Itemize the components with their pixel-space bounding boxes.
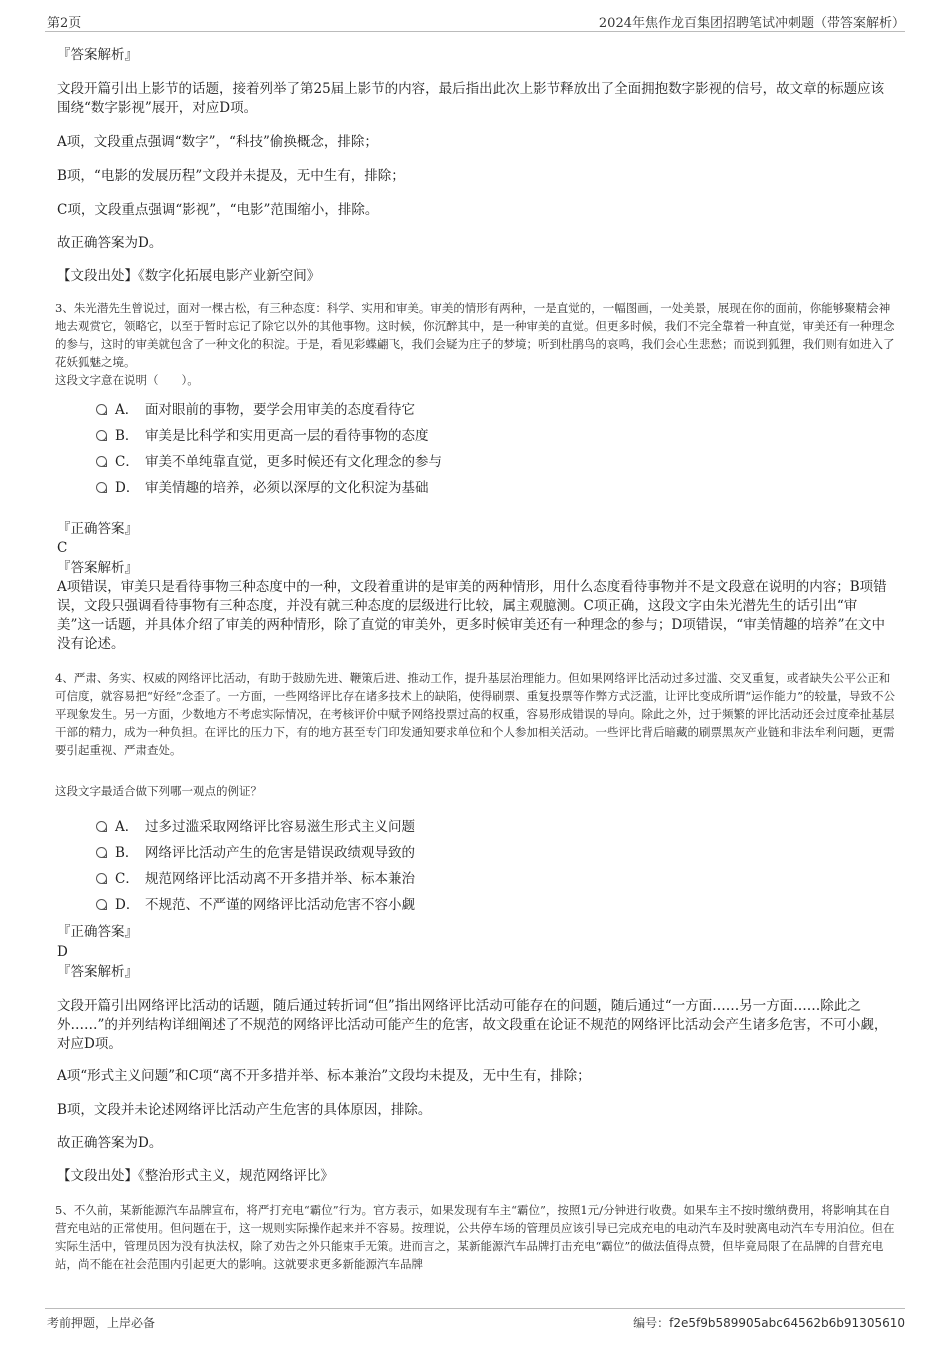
radio-icon[interactable] [96,430,107,441]
question-4-option-d[interactable]: D． 不规范、不严谨的网络评比活动危害不容小觑 [96,896,876,914]
correct-answer-label: 『正确答案』 [57,924,138,940]
answer-analysis-label: 『答案解析』 [57,47,138,63]
analysis-paragraph: 文段开篇引出网络评比活动的话题，随后通过转折词“但”指出网络评比活动可能存在的问题，随后通过“一方面……另一方面……除此之外……”的并列结构详细阐述了不规范的网络评比活动可能产生的危害，故文段重在论证不规范的网络评比活动会产生诸多危害，不可小觑，对应D项。 [57,998,888,1052]
question-3-option-c[interactable]: C． 审美不单纯靠直觉，更多时候还有文化理念的参与 [96,453,876,471]
radio-icon[interactable] [96,821,107,832]
question-3-option-b[interactable]: B． 审美是比科学和实用更高一层的看待事物的态度 [96,427,876,445]
source-citation: 【文段出处】《数字化拓展电影产业新空间》 [57,268,321,284]
radio-icon[interactable] [96,899,107,910]
answer-analysis-label: 『答案解析』 [57,964,138,980]
footer-divider [45,1308,905,1309]
option-ac-note: A项“形式主义问题”和C项“离不开多措并举、标本兼治”文段均未提及，无中生有，排除； [57,1068,591,1084]
question-3-option-d[interactable]: D． 审美情趣的培养，必须以深厚的文化积淀为基础 [96,479,876,497]
radio-icon[interactable] [96,404,107,415]
header-divider [45,31,905,32]
question-3-stem: 3、朱光潜先生曾说过，面对一棵古松，有三种态度：科学、实用和审美。审美的情形有两种，一是直觉的，一幅图画，一处美景，展现在你的面前，你能够聚精会神地去观赏它，领略它，以至于暂时忘记了除它以外的其他事物。这时候，你沉醉其中，是一种审美的直觉。但更多时候，我们不完全靠着一种直觉，审美还有一种理念的参与，这时的审美就包含了一种文化的积淀。于是，看见彩蝶翩飞，我们会疑为庄子的梦境；听到杜鹃鸟的哀鸣，我们会心生悲愁；而说到狐狸，我们则有如进入了花妖狐魅之境。 [55,301,895,369]
radio-icon[interactable] [96,482,107,493]
question-3-option-a[interactable]: A． 面对眼前的事物，要学会用审美的态度看待它 [96,401,876,419]
document-code: 编号：f2e5f9b589905abc64562b6b91305610 [633,1316,905,1330]
page-number: 第2页 [47,16,82,31]
document-title: 2024年焦作龙百集团招聘笔试冲刺题（带答案解析） [598,16,905,31]
radio-icon[interactable] [96,847,107,858]
question-4-option-b[interactable]: B． 网络评比活动产生的危害是错误政绩观导致的 [96,844,876,862]
question-3-prompt: 这段文字意在说明（ ）。 [55,373,199,387]
option-a-note: A项，文段重点强调“数字”，“科技”偷换概念，排除； [57,134,378,150]
question-5-stem: 5、不久前，某新能源汽车品牌宣布，将严打充电“霸位”行为。官方表示，如果发现有车主“霸位”，按照1元/分钟进行收费。如果车主不按时缴纳费用，将影响其在自营充电站的正常使用。但问题在于，这一规则实际操作起来并不容易。按理说，公共停车场的管理员应该引导已完成充电的电动汽车及时驶离电动汽车专用泊位。但在实际生活中，管理员因为没有执法权，除了劝告之外只能束手无策。进而言之，某新能源汽车品牌打击充电“霸位”的做法值得点赞，但毕竟局限了在品牌的自营充电站，尚不能在社会范围内引起更大的影响。这就要求更多新能源汽车品牌 [55,1203,895,1271]
question-4-option-a[interactable]: A． 过多过滥采取网络评比容易滋生形式主义问题 [96,818,876,836]
radio-icon[interactable] [96,456,107,467]
answer-analysis-label: 『答案解析』 [57,560,138,576]
option-b-note: B项，文段并未论述网络评比活动产生危害的具体原因，排除。 [57,1102,432,1118]
correct-answer: C [57,540,68,556]
correct-answer-label: 『正确答案』 [57,521,138,537]
question-4-option-c[interactable]: C． 规范网络评比活动离不开多措并举、标本兼治 [96,870,876,888]
correct-answer: D [57,944,68,960]
question-4-prompt: 这段文字最适合做下列哪一观点的例证？ [55,784,262,798]
footer-slogan: 考前押题，上岸必备 [47,1316,156,1330]
source-citation: 【文段出处】《整治形式主义，规范网络评比》 [57,1168,334,1184]
question-4-stem: 4、严肃、务实、权威的网络评比活动，有助于鼓励先进、鞭策后进、推动工作，提升基层治理能力。但如果网络评比活动过多过滥、交叉重复，或者缺失公平公正和可信度，就容易把“好经”念歪了。一方面，一些网络评比存在诸多技术上的缺陷，使得刷票、重复投票等作弊方式泛滥，让评比变成所谓“运作能力”的较量，导致不公平现象发生。另一方面，少数地方不考虑实际情况，在考核评价中赋予网络投票过高的权重，容易形成错误的导向。除此之外，过于频繁的评比活动还会过度牵扯基层干部的精力，成为一种负担。在评比的压力下，有的地方甚至专门印发通知要求单位和个人参加相关活动。一些评比背后暗藏的刷票黑灰产业链和非法牟利问题，更需要引起重视、严肃查处。 [55,671,896,757]
option-b-note: B项，“电影的发展历程”文段并未提及，无中生有，排除； [57,168,405,184]
conclusion: 故正确答案为D。 [57,1135,163,1151]
option-c-note: C项，文段重点强调“影视”，“电影”范围缩小，排除。 [57,202,379,218]
analysis-paragraph: A项错误，审美只是看待事物三种态度中的一种，文段着重讲的是审美的两种情形，用什么态度看待事物并不是文段意在说明的内容；B项错误，文段只强调看待事物有三种态度，并没有就三种态度的层级进行比较，属主观臆测。C项正确，这段文字由朱光潜先生的话引出“审美”这一话题，并具体介绍了审美的两种情形，除了直觉的审美外，更多时候审美还有一种理念的参与；D项错误，“审美情趣的培养”在文中没有论述。 [57,579,887,652]
page-header [0,0,950,30]
conclusion: 故正确答案为D。 [57,235,163,251]
analysis-paragraph: 文段开篇引出上影节的话题，接着列举了第25届上影节的内容，最后指出此次上影节释放出了全面拥抱数字影视的信号，故文章的标题应该围绕“数字影视”展开，对应D项。 [57,81,885,116]
radio-icon[interactable] [96,873,107,884]
